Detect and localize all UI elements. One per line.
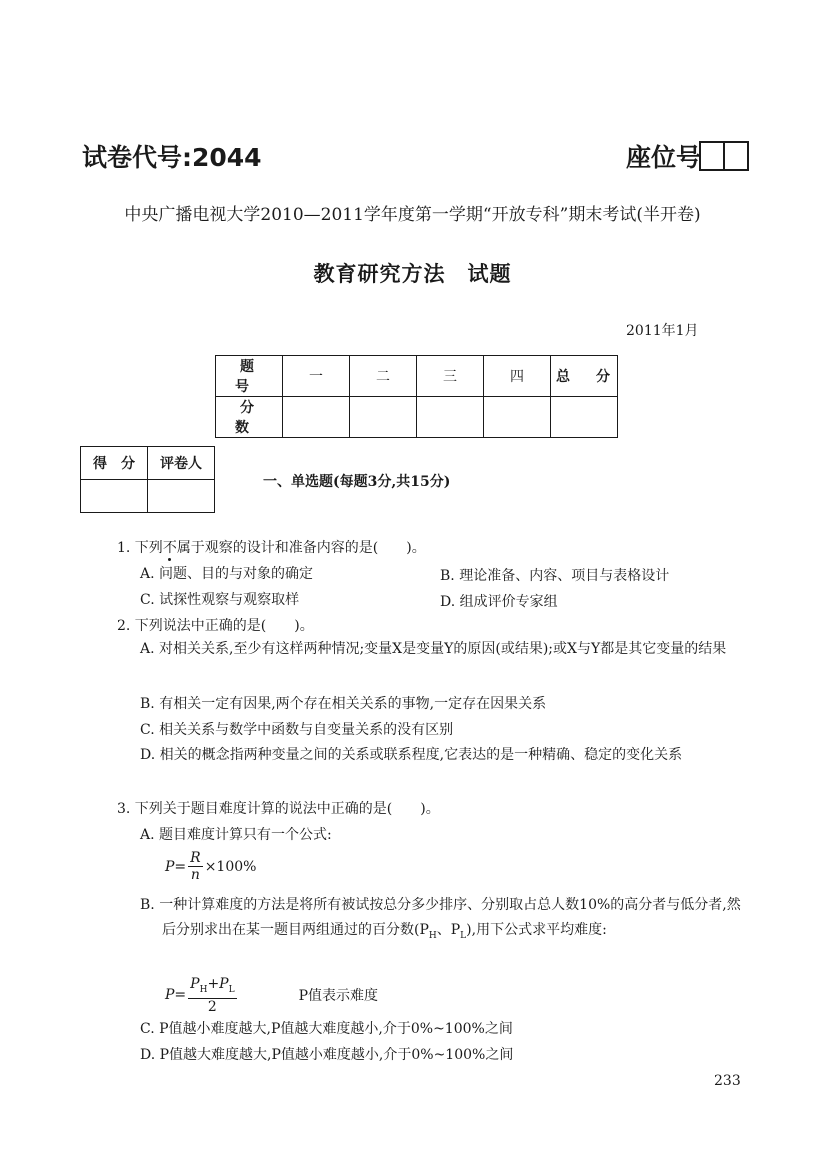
option-a: A. 题目难度计算只有一个公式:	[140, 827, 332, 843]
question-1-stem	[117, 539, 426, 557]
option-a	[140, 637, 752, 662]
option-text-part: 、P	[436, 922, 461, 938]
score-table-cell: 总 分	[551, 356, 618, 397]
page-number: 233	[714, 1073, 741, 1089]
subject-title: 教育研究方法 试题	[313, 262, 512, 286]
formula-note: P值表示难度	[298, 988, 378, 1005]
score-table	[215, 355, 618, 438]
subscript: L	[228, 984, 235, 995]
score-table-cell: 分 数	[216, 397, 283, 438]
seat-box-1	[699, 141, 725, 171]
score-input-cell[interactable]	[484, 397, 551, 438]
score-table-cell: 四	[484, 356, 551, 397]
question-3-stem: 3. 下列关于题目难度计算的说法中正确的是( )。	[117, 801, 440, 817]
score-input-cell[interactable]	[551, 397, 618, 438]
paper-code: 试卷代号:2044	[82, 143, 262, 172]
difficulty-formula-1	[165, 850, 256, 883]
seat-label: 座位号	[626, 143, 702, 172]
grader-table	[80, 446, 215, 513]
denominator: 2	[207, 998, 217, 1015]
option-b	[140, 893, 752, 949]
grader-table-cell: 得 分	[81, 447, 148, 480]
subscript: H	[199, 984, 208, 995]
grader-table-header-row	[81, 447, 215, 480]
formula-lhs: P=	[165, 858, 187, 875]
score-input-cell[interactable]	[417, 397, 484, 438]
question-2-stem: 2. 下列说法中正确的是( )。	[117, 618, 314, 634]
option-d: D. 组成评价专家组	[440, 594, 558, 610]
seat-number	[626, 138, 749, 174]
score-table-cell: 二	[350, 356, 417, 397]
subscript: H	[428, 930, 437, 941]
option-b: B. 有相关一定有因果,两个存在相关关系的事物,一定存在因果关系	[140, 696, 547, 712]
numerator-part: P	[190, 976, 200, 992]
emphasis-text: 不	[162, 540, 177, 556]
numerator: R	[190, 850, 201, 866]
fraction	[188, 850, 203, 883]
option-b: B. 理论准备、内容、项目与表格设计	[440, 568, 670, 584]
option-a: A. 问题、目的与对象的确定	[140, 566, 314, 582]
option-c: C. 试探性观察与观察取样	[140, 592, 300, 608]
score-table-score-row	[216, 397, 618, 438]
grader-table-cell: 评卷人	[148, 447, 215, 480]
grader-table-input-row	[81, 480, 215, 513]
score-input-cell[interactable]	[350, 397, 417, 438]
question-text: 属于观察的设计和准备内容的是( )。	[176, 540, 426, 556]
score-table-cell: 一	[283, 356, 350, 397]
question-text: 1. 下列	[117, 540, 163, 556]
option-c: C. 相关关系与数学中函数与自变量关系的没有区别	[140, 722, 454, 738]
denominator: n	[190, 867, 200, 883]
option-text-part: ),用下公式求平均难度:	[466, 922, 607, 938]
option-text	[140, 893, 752, 949]
formula-rhs: ×100%	[204, 858, 257, 875]
score-table-header-row	[216, 356, 618, 397]
exam-title: 中央广播电视大学2010—2011学年度第一学期“开放专科”期末考试(半开卷)	[124, 205, 701, 225]
score-table-cell: 三	[417, 356, 484, 397]
score-table-cell: 题 号	[216, 356, 283, 397]
fraction	[188, 976, 236, 1015]
option-text: A. 对相关关系,至少有这样两种情况;变量X是变量Y的原因(或结果);或X与Y都是其它变量的结果	[140, 641, 727, 657]
difficulty-formula-2	[165, 976, 378, 1015]
exam-date: 2011年1月	[626, 323, 699, 339]
numerator	[188, 976, 236, 999]
grader-input-cell[interactable]	[81, 480, 148, 513]
option-d	[140, 743, 752, 768]
section-heading: 一、单选题(每题3分,共15分)	[263, 474, 451, 490]
subscript: L	[460, 930, 467, 941]
option-text: D. 相关的概念指两种变量之间的关系或联系程度,它表达的是一种精确、稳定的变化关系	[140, 747, 683, 763]
seat-box-2	[723, 141, 749, 171]
numerator-part: +P	[207, 976, 229, 992]
option-text-part: B. 一种计算难度的方法是将所有被试按总分多少排序、分别取占总人数10%的高分者与低分者,然后分别求出在某一题目两组通过的百分数(P	[140, 897, 741, 938]
formula-lhs: P=	[165, 987, 187, 1004]
option-d: D. P值越大难度越大,P值越小难度越小,介于0%~100%之间	[140, 1047, 514, 1063]
option-c: C. P值越小难度越大,P值越大难度越小,介于0%~100%之间	[140, 1021, 513, 1037]
grader-input-cell[interactable]	[148, 480, 215, 513]
